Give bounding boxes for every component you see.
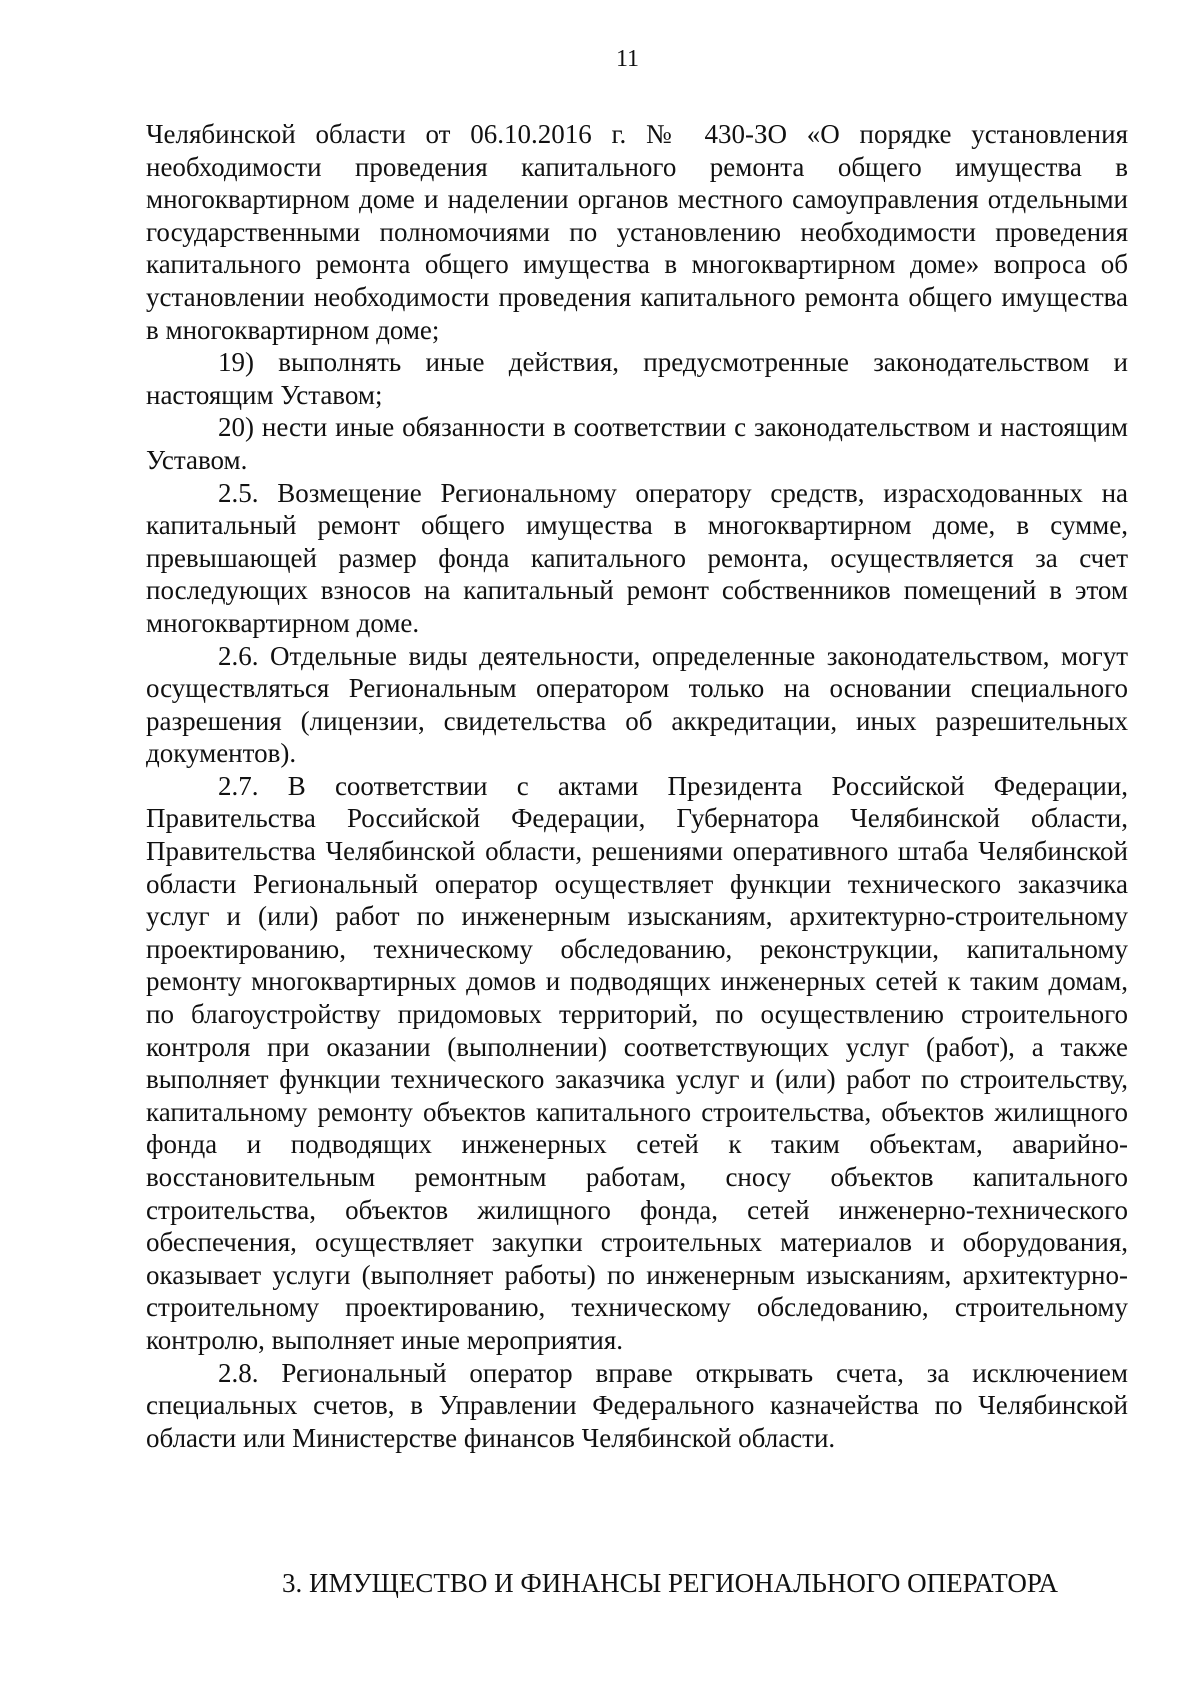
paragraph-item-19: 19) выполнять иные действия, предусмотренные законодательством и настоящим Уставом; (146, 347, 1128, 410)
paragraph-law-reference: Челябинской области от 06.10.2016 г. № 430-ЗО «О порядке установления необходимости проведения капитального ремонта общего имущества в многоквартирном доме и наделении органов местного самоуправления отдельными государственными полномочиями по установлению необходимости проведения капитального ремонта общего имущества в многоквартирном доме» вопроса об установлении необходимости проведения капитального ремонта общего имущества в многоквартирном доме; (146, 119, 1128, 345)
paragraph-item-20: 20) нести иные обязанности в соответствии с законодательством и настоящим Уставом. (146, 412, 1128, 475)
page-number: 11 (615, 46, 640, 72)
document-body (146, 118, 1128, 1454)
paragraph-2-8: 2.8. Региональный оператор вправе открывать счета, за исключением специальных счетов, в Управлении Федерального казначейства по Челябинской области или Министерстве финансов Челябинской области. (146, 1357, 1128, 1453)
paragraph-2-7: 2.7. В соответствии с актами Президента Российской Федерации, Правительства Российской Федерации, Губернатора Челябинской области, Правительства Челябинской области, решениями оперативного штаба Челябинской области Региональный оператор осуществляет функции технического заказчика услуг и (или) работ по инженерным изысканиям, архитектурно-строительному проектированию, техническому обследованию, реконструкции, капитальному ремонту многоквартирных домов и подводящих инженерных сетей к таким домам, по благоустройству придомовых территорий, по осуществлению строительного контроля при оказании (выполнении) соответствующих услуг (работ), а также выполняет функции технического заказчика услуг и (или) работ по строительству, капитальному ремонту объектов капитального строительства, объектов жилищного фонда и подводящих инженерных сетей к таким объектам, аварийно-восстановительным ремонтным работам, сносу объектов капитального строительства, объектов жилищного фонда, сетей инженерно-технического обеспечения, осуществляет закупки строительных материалов и оборудования, оказывает услуги (выполняет работы) по инженерным изысканиям, архитектурно-строительному проектированию, техническому обследованию, строительному контролю, выполняет иные мероприятия. (146, 770, 1128, 1355)
paragraph-2-5: 2.5. Возмещение Региональному оператору средств, израсходованных на капитальный ремонт общего имущества в многоквартирном доме, в сумме, превышающей размер фонда капитального ремонта, осуществляется за счет последующих взносов на капитальный ремонт собственников помещений в этом многоквартирном доме. (146, 477, 1128, 638)
section-heading: 3. ИМУЩЕСТВО И ФИНАНСЫ РЕГИОНАЛЬНОГО ОПЕРАТОРА (282, 1568, 1058, 1598)
paragraph-2-6: 2.6. Отдельные виды деятельности, определенные законодательством, могут осуществляться Региональным оператором только на основании специального разрешения (лицензии, свидетельства об аккредитации, иных разрешительных документов). (146, 640, 1128, 769)
